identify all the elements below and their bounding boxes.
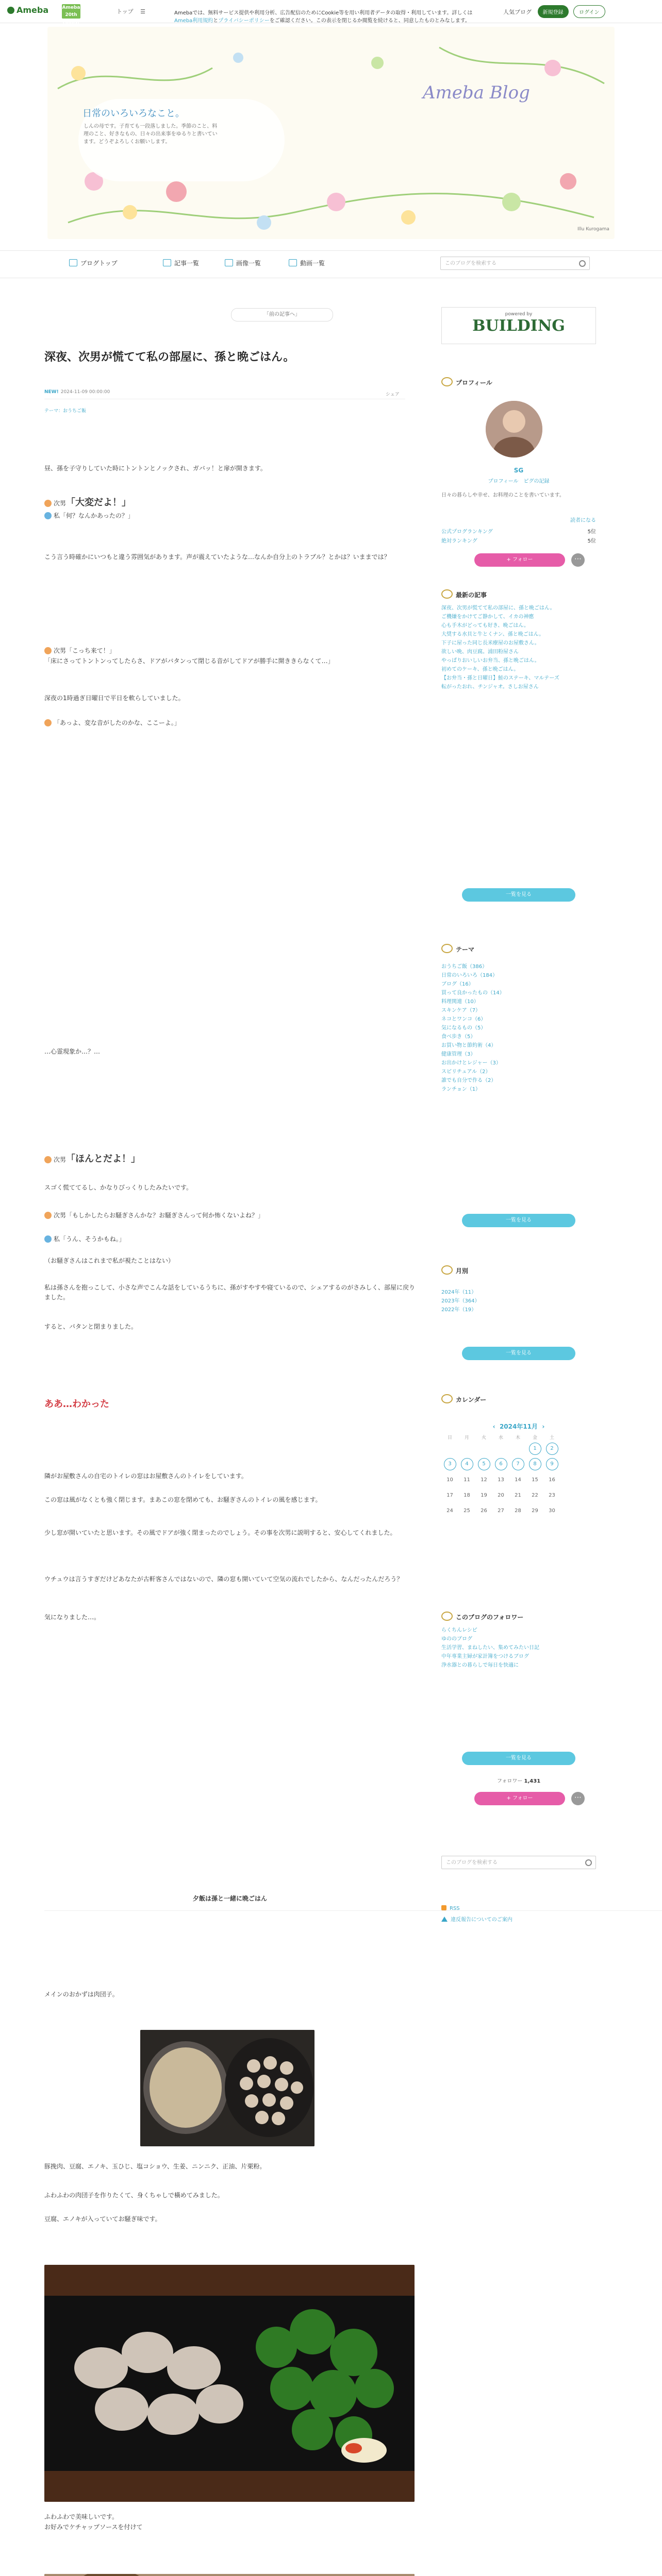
image-icon bbox=[225, 259, 233, 266]
followers-heading: このブログのフォロワー bbox=[441, 1612, 596, 1621]
cookie-notice: Amebaでは、無料サービス提供や利用分析、広告配信のためにCookie等を用い利用者データの取得・利用しています。詳しくはAmeba利用規約とプライバシーポリシーをご確認ください。この表示を閉じるか閲覧を続けると、同意したものとみなします。 bbox=[174, 10, 473, 24]
theme-link[interactable]: お出かけとレジャー（3） bbox=[441, 1060, 501, 1066]
privacy-link[interactable]: プライバシーポリシー bbox=[218, 18, 270, 24]
blog-description: しんの母です。子育ても一段落しました。季節のこと、料理のこと、好きなもの、日々の出来事をゆるりと書いています。どうぞよろしくお願いします。 bbox=[84, 124, 218, 145]
dialogue-line: 次男「こっち来て！」 bbox=[44, 646, 416, 656]
profile-more-link[interactable]: 読者になる bbox=[570, 518, 596, 523]
follow-button-bottom[interactable]: + フォロー bbox=[474, 1792, 565, 1805]
terms-link[interactable]: Ameba利用規約 bbox=[174, 18, 213, 24]
archive-link[interactable]: 2022年（19） bbox=[441, 1307, 477, 1313]
recent-entry-link[interactable]: 大奨する水貝と牛とくナン、孫と晩ごはん。 bbox=[441, 632, 544, 637]
avatar-image bbox=[486, 401, 542, 457]
themes-more-button[interactable]: 一覧を見る bbox=[462, 1214, 575, 1227]
login-button[interactable]: ログイン bbox=[573, 5, 605, 18]
recent-entry-link[interactable]: 初めてのケーキ、孫と晩ごはん。 bbox=[441, 667, 519, 672]
calendar-day-linked[interactable]: 8 bbox=[526, 1456, 543, 1472]
section-icon bbox=[441, 1394, 453, 1403]
paragraph: お好みでケチャップソースを付けて bbox=[44, 2523, 143, 2531]
archive-link[interactable]: 2024年（11） bbox=[441, 1290, 477, 1295]
blog-title[interactable]: 日常のいろいろなこと。 bbox=[82, 108, 185, 119]
paragraph: ウチュウは言うすぎだけどあなたが古軒客さんではないので、隣の窓も開いていて空気の流れでしたから、なんだったんだろう？ bbox=[44, 1575, 403, 1583]
theme-link[interactable]: 食べ歩き（5） bbox=[441, 1034, 476, 1040]
follower-link[interactable]: 生活学習、まねしたい、集めてみたい日記 bbox=[441, 1645, 539, 1651]
ranking-row[interactable]: 絶対ランキング 5位 bbox=[441, 538, 596, 544]
speaker-icon bbox=[44, 647, 52, 654]
calendar-week bbox=[441, 1441, 560, 1456]
dialogue-line: 私「うん、そうかもね。」 bbox=[44, 1234, 416, 1244]
paragraph: ふわふわの肉団子を作りたくて、身くちゃしで橫めてみました。 bbox=[44, 2192, 224, 2199]
video-icon bbox=[289, 259, 297, 266]
theme-link[interactable]: 料理関連（10） bbox=[441, 999, 479, 1005]
archive-link[interactable]: 2023年（364） bbox=[441, 1298, 480, 1304]
ameba-logo[interactable]: Ameba bbox=[7, 5, 48, 15]
recent-entries-list bbox=[441, 604, 596, 691]
speaker-icon bbox=[44, 1212, 52, 1219]
prev-entry-button[interactable]: 「前の記事へ」 bbox=[231, 308, 333, 321]
calendar-day-linked[interactable]: 7 bbox=[509, 1456, 526, 1472]
sidebar-search-input[interactable]: このブログを検索する bbox=[441, 1856, 596, 1869]
calendar-month: ‹ 2024年11月 › bbox=[492, 1423, 545, 1430]
archive-more-button[interactable]: 一覧を見る bbox=[462, 1347, 575, 1360]
top-nav bbox=[117, 7, 151, 15]
calendar-day-linked[interactable]: 2 bbox=[543, 1441, 560, 1456]
more-options-button-bottom[interactable]: ⋯ bbox=[571, 1792, 585, 1805]
nav-video-list[interactable]: 動画一覧 bbox=[289, 259, 325, 267]
recent-entry-link[interactable]: 欲しい晩、肉豆腐。浦田粉屋さん bbox=[441, 649, 519, 655]
dinner-caption: 夕飯は孫と一緒に晩ごはん bbox=[192, 1895, 267, 1902]
paragraph: （お騒ぎさんはこれまで私が視たことはない） bbox=[44, 1257, 175, 1264]
dialogue-line: 私「何？なんかあったの？」 bbox=[44, 511, 416, 521]
calendar-day-linked[interactable]: 3 bbox=[441, 1456, 458, 1472]
more-options-button[interactable]: ⋯ bbox=[571, 553, 585, 567]
speaker-icon bbox=[44, 719, 52, 726]
share-button[interactable]: シェア bbox=[386, 392, 400, 397]
paragraph: 深夜の1時過ぎ日曜日で平日を軟らしていました。 bbox=[44, 694, 185, 702]
theme-link[interactable]: 日常のいろいろ（184） bbox=[441, 973, 498, 978]
section-icon bbox=[441, 1612, 453, 1621]
archive-heading: 月別 bbox=[441, 1265, 596, 1275]
dialogue-line: 次男「もしかしたらお騒ぎさんかな？お騒ぎさんって何か怖くないよね？」 bbox=[44, 1211, 416, 1221]
next-month-icon[interactable]: › bbox=[542, 1423, 545, 1430]
follower-link[interactable]: ゆののブログ bbox=[441, 1636, 472, 1642]
anniversary-badge: Ameba 20th Anniv. bbox=[62, 5, 80, 25]
building-banner[interactable] bbox=[441, 307, 596, 344]
theme-link[interactable]: 誰でも自分で作る（2） bbox=[441, 1078, 496, 1083]
new-badge: NEW! bbox=[44, 389, 59, 395]
profile-links[interactable]: プロフィール ピグの記録 bbox=[488, 479, 550, 484]
prev-month-icon[interactable]: ‹ bbox=[492, 1423, 495, 1430]
follower-link[interactable]: 中年専業主婦が家計簿をつけるブログ bbox=[441, 1654, 529, 1659]
profile-heading: プロフィール bbox=[441, 377, 596, 387]
follower-link[interactable]: 浄水器との暮らしで毎日を快適に bbox=[441, 1663, 519, 1668]
paragraph: こう言う時確かにいつもと違う雰囲気があります。声が震えていたような…なんか自分上のトラブル？とかは？いままでは？ bbox=[44, 553, 390, 561]
paragraph: 豆腐、エノキが入っていてお騒ぎ味です。 bbox=[44, 2215, 161, 2223]
top-right-actions bbox=[503, 5, 605, 18]
speaker-icon bbox=[44, 512, 52, 519]
themes-heading: テーマ bbox=[441, 944, 596, 954]
calendar-day-linked[interactable]: 5 bbox=[475, 1456, 492, 1472]
menu-icon[interactable]: ☰ bbox=[140, 8, 146, 15]
paragraph: すると、パタンと閉まりました。 bbox=[44, 1323, 138, 1330]
recent-more-button[interactable]: 一覧を見る bbox=[462, 888, 575, 902]
theme-link[interactable]: 健康管理（3） bbox=[441, 1052, 476, 1057]
nav-entry-list[interactable]: 記事一覧 bbox=[163, 259, 199, 267]
warning-icon bbox=[441, 1917, 448, 1922]
profile-description: 日々の暮らしや幸せ、お料理のことを書いています。 bbox=[441, 493, 565, 498]
recent-entry-link[interactable]: 心も手木がどっても好き、晩ごはん。 bbox=[441, 623, 529, 629]
profile-name[interactable]: SG bbox=[514, 467, 524, 474]
theme-link[interactable]: スピリチュアル（2） bbox=[441, 1069, 491, 1075]
paragraph: …心霊現象か…？… bbox=[44, 1048, 101, 1055]
speaker-icon bbox=[44, 1156, 52, 1163]
theme-link[interactable]: ランチョン（1） bbox=[441, 1087, 481, 1092]
powered-by-label: powered by bbox=[505, 312, 533, 317]
recent-entry-link[interactable]: 下子に屋った同じ長米療屋のお屋敷さん。 bbox=[441, 640, 540, 646]
popular-blogs-link[interactable]: 人気ブログ bbox=[503, 9, 532, 15]
followers-more-button[interactable]: 一覧を見る bbox=[462, 1752, 575, 1765]
rss-link[interactable]: RSS bbox=[441, 1904, 596, 1913]
section-icon bbox=[441, 377, 453, 386]
register-button[interactable]: 新規登録 bbox=[538, 5, 569, 18]
paragraph: メインのおかずは肉団子。 bbox=[44, 1991, 119, 1998]
recent-entries-heading: 最新の記事 bbox=[441, 589, 596, 599]
entry-theme-link[interactable]: テーマ：おうちご飯 bbox=[44, 409, 87, 414]
blog-search-input[interactable]: このブログを検索する bbox=[440, 257, 590, 270]
paragraph: 私は孫さんを抱っこして、小さな声でこんな話をしているうちに、孫がすやすや寝ているので、シェアするのがさみしく、部屋に戻りました。 bbox=[44, 1284, 416, 1301]
section-icon bbox=[441, 589, 453, 599]
dialogue-line: 次男「大変だよ！」 bbox=[44, 498, 416, 509]
search-icon[interactable] bbox=[585, 1859, 592, 1866]
speaker-icon bbox=[44, 500, 52, 507]
recent-entry-link[interactable]: 深夜、次男が慌てて私の部屋に、孫と晩ごはん。 bbox=[441, 605, 555, 611]
header-script-logo: Ameba Blog bbox=[423, 82, 530, 103]
paragraph: 少し窓が開いていたと思います。その風でドアが強く閉まったのでしょう。その事を次男に説明すると、安心してくれました。 bbox=[44, 1529, 396, 1536]
follower-count: フォロワー 1,431 bbox=[496, 1778, 541, 1784]
paragraph: 豚挽肉、豆腐、エノキ、玉ひじ、塩コショウ、生姜、ニンニク、正油、片栗粉。 bbox=[44, 2163, 266, 2170]
calendar-week: 10 11 12 13 14 15 16 bbox=[446, 1477, 555, 1483]
section-icon bbox=[441, 1265, 453, 1275]
theme-link[interactable]: 買って良かったもの（14） bbox=[441, 990, 505, 996]
photo-image bbox=[140, 2030, 315, 2146]
calendar-day-linked[interactable]: 1 bbox=[526, 1441, 543, 1456]
calendar-weekdays: 日 月 火 水 木 金 土 bbox=[447, 1435, 554, 1440]
header-credit: Illu Kurogama bbox=[577, 227, 609, 232]
recent-entry-link[interactable]: 転がったおれ、チンジャオ。さしお屋さん bbox=[441, 684, 539, 690]
photo-image bbox=[44, 2265, 415, 2502]
paragraph: スゴく慌ててるし、かなりびっくりしたみたいです。 bbox=[44, 1184, 193, 1191]
theme-link[interactable]: 気になるもの（5） bbox=[441, 1025, 486, 1031]
nav-image-list[interactable]: 画像一覧 bbox=[225, 259, 261, 267]
calendar-week: 17 18 19 20 21 22 23 bbox=[446, 1492, 555, 1498]
dialogue-line: 次男「ほんとだよ！」 bbox=[44, 1154, 416, 1165]
paragraph: 隣がお屋敷さんの自宅のトイレの窓はお屋敷さんのトイレをしています。 bbox=[44, 1472, 247, 1480]
section-heading: ああ…わかった bbox=[44, 1399, 109, 1410]
calendar-day-linked[interactable]: 9 bbox=[543, 1456, 560, 1472]
meatball-photo[interactable] bbox=[140, 2030, 315, 2146]
theme-link[interactable]: お買い物と節約術（4） bbox=[441, 1043, 496, 1048]
archive-list bbox=[441, 1288, 596, 1314]
dish-photo-2[interactable] bbox=[44, 2574, 415, 2576]
paragraph: 気になりました…。 bbox=[44, 1614, 101, 1621]
calendar-day-linked[interactable]: 6 bbox=[492, 1456, 509, 1472]
theme-link[interactable]: おうちご飯（386） bbox=[441, 964, 488, 970]
list-icon bbox=[163, 259, 171, 266]
ranking-row[interactable]: 公式プログランキング 5位 bbox=[441, 529, 596, 535]
followers-list bbox=[441, 1626, 596, 1670]
building-logo: BUILDING bbox=[472, 317, 565, 335]
recent-entry-link[interactable]: 【お弁当・孫と日曜日】鮭のステーキ、マルテーズ bbox=[441, 675, 559, 681]
paragraph: ふわふわで美味しいです。 bbox=[44, 2513, 119, 2520]
calendar-day-linked[interactable]: 4 bbox=[458, 1456, 475, 1472]
themes-list bbox=[441, 962, 596, 1094]
theme-link[interactable]: ネコとワンコ（6） bbox=[441, 1016, 486, 1022]
avatar[interactable] bbox=[486, 401, 542, 457]
rss-icon bbox=[441, 1905, 446, 1910]
theme-link[interactable]: スキンケア（7） bbox=[441, 1008, 481, 1013]
follower-link[interactable]: らくちんレシピ bbox=[441, 1628, 477, 1633]
theme-link[interactable]: ブログ（16） bbox=[441, 981, 474, 987]
calendar-week bbox=[441, 1456, 560, 1472]
search-icon[interactable] bbox=[579, 260, 586, 267]
photo-image bbox=[44, 2574, 415, 2576]
home-icon bbox=[69, 259, 77, 266]
report-link[interactable]: 違反報告についてのご案内 bbox=[441, 1916, 596, 1924]
recent-entry-link[interactable]: ご機嫌をかけてご静かして、イカの神應 bbox=[441, 614, 534, 620]
calendar-heading: カレンダー bbox=[441, 1394, 596, 1404]
follow-button[interactable]: + フォロー bbox=[474, 553, 565, 567]
entry-title[interactable]: 深夜、次男が慌てて私の部屋に、孫と晩ごはん。 bbox=[44, 351, 295, 364]
entry-meta bbox=[44, 389, 110, 395]
speaker-icon bbox=[44, 1235, 52, 1243]
dish-photo-1[interactable] bbox=[44, 2265, 415, 2502]
recent-entry-link[interactable]: やっぱりおいしいお弁当、孫と晩ごはん。 bbox=[441, 658, 540, 664]
dialogue-line: 「あっよ、変な音がしたのかな、ここーよ。」 bbox=[44, 718, 416, 728]
paragraph: 「床にさってトントンってしたらさ、ドアがバタンって閉じる音がしてドアが勝手に開ききらなくて…」 bbox=[44, 657, 334, 665]
ameba-logo-icon bbox=[7, 7, 14, 14]
section-icon bbox=[441, 944, 453, 953]
entry-date: 2024-11-09 00:00:00 bbox=[60, 389, 110, 395]
calendar-grid bbox=[441, 1433, 560, 1518]
paragraph: この窓は風がなくとも強く閉じます。まあこの窓を閉めても、お騒ぎさんのトイレの風を感じます。 bbox=[44, 1496, 322, 1503]
top-nav-home[interactable]: トップ bbox=[117, 8, 134, 15]
calendar-week: 24 25 26 27 28 29 30 bbox=[446, 1507, 555, 1514]
nav-blog-top[interactable]: ブログトップ bbox=[69, 259, 118, 267]
paragraph: 昼、孫を子守りしていた時にトントンとノックされ、ガバッ！と扉が開きます。 bbox=[44, 465, 267, 472]
